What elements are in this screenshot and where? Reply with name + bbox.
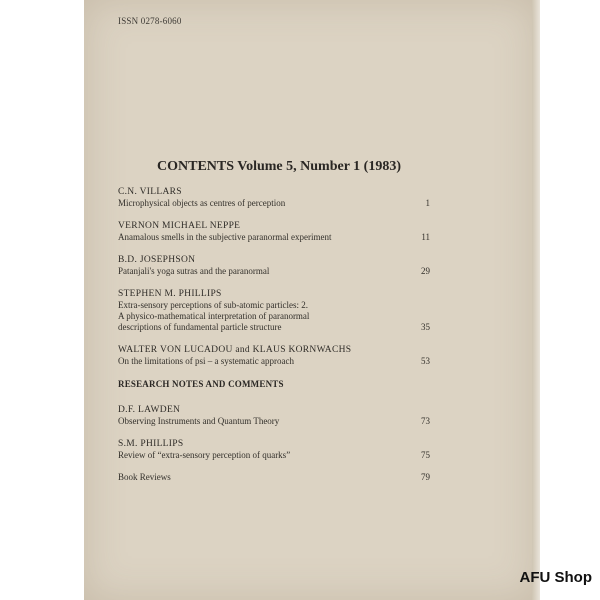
entry-page-number: 73: [421, 416, 430, 426]
toc-entry: [118, 220, 430, 243]
entry-page-number: 75: [421, 450, 430, 460]
entry-author: D.F. LAWDEN: [118, 405, 181, 415]
entry-page-number: 11: [421, 232, 430, 242]
entry-page-number: 79: [421, 472, 430, 482]
shop-watermark-label: AFU Shop: [519, 569, 592, 586]
entry-author: C.N. VILLARS: [118, 187, 182, 197]
entry-author: WALTER VON LUCADOU and KLAUS KORNWACHS: [118, 345, 352, 355]
entry-author: VERNON MICHAEL NEPPE: [118, 221, 241, 231]
page-edge: [532, 0, 540, 600]
entry-page-number: 1: [425, 198, 430, 208]
toc-entry: [118, 254, 430, 277]
entry-author: S.M. PHILLIPS: [118, 439, 184, 449]
entry-title: Review of “extra-sensory perception of quarks”: [118, 450, 291, 460]
entry-title-line: Extra-sensory perceptions of sub-atomic particles: 2.: [118, 300, 308, 310]
entry-page-number: 29: [421, 266, 430, 276]
entry-page-number: 35: [421, 322, 430, 332]
entry-title: Microphysical objects as centres of perception: [118, 198, 286, 208]
entry-title-line: descriptions of fundamental particle structure: [118, 322, 282, 332]
toc-entry: [118, 288, 430, 333]
contents-title: CONTENTS Volume 5, Number 1 (1983): [157, 159, 401, 174]
research-notes-heading: RESEARCH NOTES AND COMMENTS: [118, 379, 284, 389]
table-of-contents: [118, 186, 430, 494]
toc-entry: [118, 344, 430, 367]
entry-author: STEPHEN M. PHILLIPS: [118, 289, 222, 299]
entry-title: Observing Instruments and Quantum Theory: [118, 416, 280, 426]
toc-entry: [118, 404, 430, 427]
entry-title: On the limitations of psi – a systematic approach: [118, 356, 294, 366]
entry-author: B.D. JOSEPHSON: [118, 255, 196, 265]
toc-entry: [118, 186, 430, 209]
entry-title: Anamalous smells in the subjective paranormal experiment: [118, 232, 332, 242]
toc-entry: [118, 438, 430, 461]
entry-title-line: A physico-mathematical interpretation of paranormal: [118, 311, 310, 321]
entry-title: Patanjali's yoga sutras and the paranormal: [118, 266, 270, 276]
issn-number: ISSN 0278-6060: [118, 16, 182, 26]
entry-page-number: 53: [421, 356, 430, 366]
book-reviews-label: Book Reviews: [118, 472, 171, 482]
toc-entry-book-reviews: [118, 472, 430, 483]
